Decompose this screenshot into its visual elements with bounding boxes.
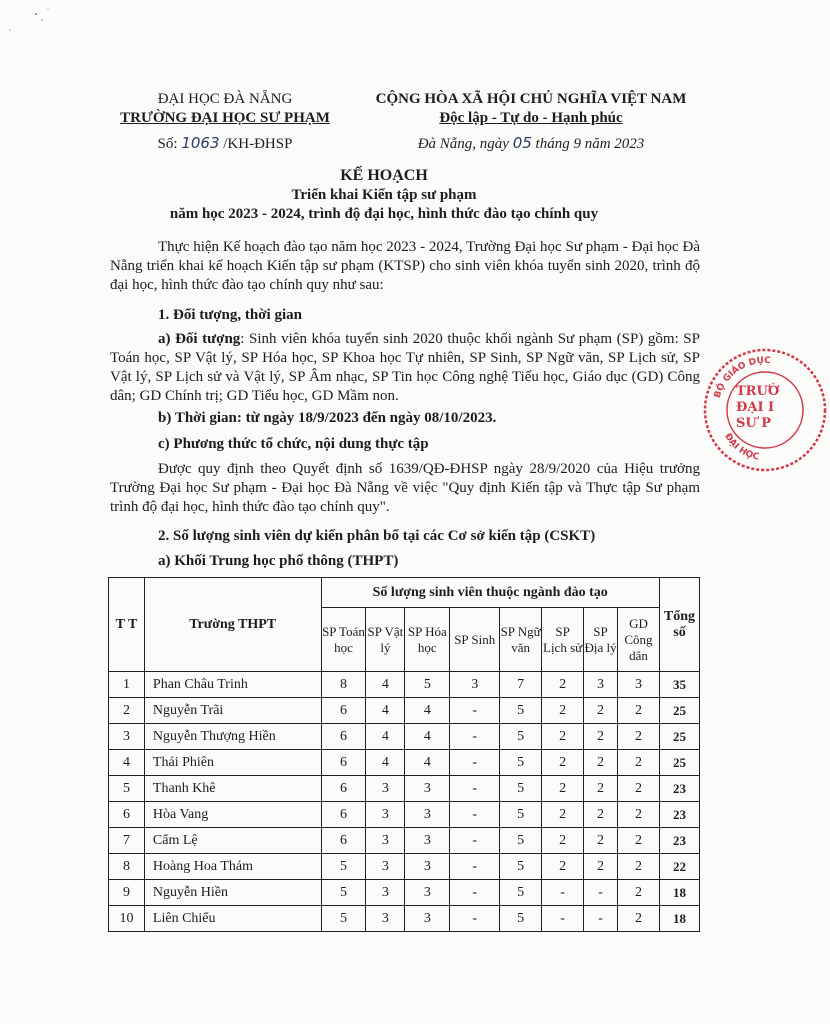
student-count-cell: 3 (366, 854, 405, 880)
date-suffix: tháng 9 năm 2023 (535, 136, 645, 152)
row-number-cell: 10 (109, 906, 145, 932)
student-count-cell: 5 (500, 906, 542, 932)
section-1b-time: b) Thời gian: từ ngày 18/9/2023 đến ngày 08/10/2023. (158, 410, 497, 426)
row-total-cell: 23 (659, 776, 699, 802)
student-count-cell: - (542, 906, 584, 932)
row-total-cell: 22 (659, 854, 699, 880)
row-number-cell: 6 (109, 802, 145, 828)
table-row (109, 750, 700, 776)
student-count-cell: 2 (618, 906, 660, 932)
col-header-subject: SP Sinh (450, 608, 500, 672)
row-number-cell: 4 (109, 750, 145, 776)
student-count-cell: - (450, 906, 500, 932)
student-count-cell: 3 (405, 880, 450, 906)
student-count-cell: - (450, 698, 500, 724)
student-count-cell: 2 (542, 750, 584, 776)
student-count-cell: 6 (321, 750, 366, 776)
student-count-cell: - (450, 724, 500, 750)
student-count-cell: 5 (321, 880, 366, 906)
student-count-cell: 6 (321, 698, 366, 724)
row-total-cell: 23 (659, 828, 699, 854)
section-1-heading: 1. Đối tượng, thời gian (158, 307, 302, 323)
col-header-subject: GD Công dân (618, 608, 660, 672)
row-total-cell: 25 (659, 750, 699, 776)
col-header-subject: SP Vật lý (366, 608, 405, 672)
student-count-cell: 2 (584, 698, 618, 724)
student-count-cell: 3 (618, 672, 660, 698)
student-count-cell: 5 (405, 672, 450, 698)
row-number-cell: 1 (109, 672, 145, 698)
col-header-subject: SP Hóa học (405, 608, 450, 672)
nation-name: CỘNG HÒA XÃ HỘI CHỦ NGHĨA VIỆT NAM (375, 91, 687, 107)
student-count-cell: 7 (500, 672, 542, 698)
student-count-cell: 2 (584, 802, 618, 828)
col-header-total: Tổng số (659, 578, 699, 672)
title-sub-2: năm học 2023 - 2024, trình độ đại học, hình thức đào tạo chính quy (169, 206, 599, 222)
issuer-block (100, 90, 350, 154)
student-count-cell: 2 (584, 750, 618, 776)
table-row (109, 854, 700, 880)
student-count-cell: 2 (542, 776, 584, 802)
section-1c-paragraph: Được quy định theo Quyết định số 1639/QĐ-ĐHSP ngày 28/9/2020 của Hiệu trưởng Trường Đại học Sư phạm - Đại học Đà Nẵng về việc "Quy định Kiến tập và Thực tập Sư phạm trình độ đại học, hình thức đào tạo chính quy". (110, 461, 700, 515)
col-header-subject: SP Toán học (321, 608, 366, 672)
col-header-subject: SP Ngữ văn (500, 608, 542, 672)
student-count-cell: 5 (500, 802, 542, 828)
title-sub-1: Triển khai Kiến tập sư phạm (291, 187, 477, 203)
student-count-cell: 3 (366, 776, 405, 802)
student-count-cell: 2 (542, 802, 584, 828)
student-count-cell: 3 (366, 906, 405, 932)
section-1a-paragraph (110, 330, 700, 406)
col-header-subject: SP Lịch sử (542, 608, 584, 672)
official-seal (700, 345, 830, 475)
student-count-cell: 3 (584, 672, 618, 698)
school-name-cell: Thái Phiên (144, 750, 321, 776)
issuing-organization: TRƯỜNG ĐẠI HỌC SƯ PHẠM (120, 110, 330, 126)
intro-paragraph: Thực hiện Kế hoạch đào tạo năm học 2023 - 2024, Trường Đại học Sư phạm - Đại học Đà Nẵng triển khai kế hoạch Kiến tập sư phạm (KTSP) cho sinh viên khóa tuyển sinh 2020, trình độ đại học, hình thức đào tạo chính quy như sau: (110, 239, 700, 293)
student-count-cell: 8 (321, 672, 366, 698)
student-count-cell: 2 (618, 828, 660, 854)
issue-date (350, 134, 712, 154)
student-count-cell: 3 (405, 776, 450, 802)
student-count-cell: 5 (500, 776, 542, 802)
school-name-cell: Hòa Vang (144, 802, 321, 828)
table-row (109, 802, 700, 828)
student-count-cell: 4 (405, 698, 450, 724)
table-row (109, 828, 700, 854)
student-count-cell: - (584, 880, 618, 906)
student-count-cell: 2 (542, 698, 584, 724)
student-count-cell: 2 (584, 724, 618, 750)
student-count-cell: 2 (618, 880, 660, 906)
row-total-cell: 18 (659, 906, 699, 932)
student-count-cell: 2 (584, 828, 618, 854)
row-number-cell: 2 (109, 698, 145, 724)
student-count-cell: 4 (405, 750, 450, 776)
student-count-cell: 5 (321, 854, 366, 880)
student-count-cell: 4 (405, 724, 450, 750)
student-count-cell: - (450, 776, 500, 802)
table-row (109, 672, 700, 698)
student-count-cell: 5 (500, 698, 542, 724)
student-count-cell: 3 (366, 828, 405, 854)
seal-line-2: ĐẠI I (736, 400, 775, 415)
section-1a-text: : Sinh viên khóa tuyển sinh 2020 thuộc khối ngành Sư phạm (SP) gồm: SP Toán học, SP Vật lý, SP Hóa học, SP Khoa học Tự nhiên, SP Sinh, SP Ngữ văn, SP Lịch sử, SP Vật lý, SP Lịch sử và Vật lý, SP Âm nhạc, SP Tin học Công nghệ Tiểu học, Giáo dục (GD) Công dân; GD Chính trị; GD Tiểu học, GD Mầm non. (110, 331, 700, 404)
seal-text-bottom: ĐẠI HỌC (722, 431, 760, 463)
student-count-cell: 6 (321, 776, 366, 802)
national-header (350, 90, 712, 154)
title-main: KẾ HOẠCH (340, 167, 428, 184)
student-count-cell: - (450, 880, 500, 906)
student-count-cell: 3 (366, 802, 405, 828)
row-number-cell: 8 (109, 854, 145, 880)
student-count-cell: 2 (618, 854, 660, 880)
student-count-cell: 2 (618, 698, 660, 724)
document-number-suffix: /KH-ĐHSP (223, 136, 293, 152)
seal-text-top: BỘ GIÁO DỤC (712, 355, 771, 400)
student-count-cell: 3 (405, 854, 450, 880)
col-header-group: Số lượng sinh viên thuộc ngành đào tạo (321, 578, 659, 608)
row-number-cell: 3 (109, 724, 145, 750)
col-header-subject: SP Địa lý (584, 608, 618, 672)
student-count-cell: 4 (366, 698, 405, 724)
student-count-cell: 2 (542, 672, 584, 698)
document-number-line (100, 134, 350, 154)
student-count-cell: 6 (321, 802, 366, 828)
col-header-school: Trường THPT (144, 578, 321, 672)
student-count-cell: 2 (618, 802, 660, 828)
document-title (100, 165, 668, 224)
row-total-cell: 25 (659, 698, 699, 724)
school-name-cell: Nguyễn Hiền (144, 880, 321, 906)
document-number-handwritten: 1063 (181, 134, 220, 152)
row-number-cell: 5 (109, 776, 145, 802)
row-number-cell: 7 (109, 828, 145, 854)
table-row (109, 880, 700, 906)
student-count-cell: - (542, 880, 584, 906)
student-count-cell: 3 (450, 672, 500, 698)
student-count-cell: 5 (500, 724, 542, 750)
student-count-cell: 3 (405, 828, 450, 854)
student-count-cell: 2 (618, 724, 660, 750)
table-row (109, 906, 700, 932)
student-count-cell: 3 (405, 906, 450, 932)
allocation-table (108, 577, 700, 932)
student-count-cell: 2 (584, 854, 618, 880)
table-row (109, 724, 700, 750)
parent-organization: ĐẠI HỌC ĐÀ NẴNG (157, 91, 293, 107)
table-row (109, 698, 700, 724)
date-prefix: Đà Nẵng, ngày (417, 136, 509, 152)
school-name-cell: Nguyễn Thượng Hiền (144, 724, 321, 750)
section-1a-label: a) Đối tượng (158, 331, 241, 347)
school-name-cell: Phan Châu Trinh (144, 672, 321, 698)
school-name-cell: Hoàng Hoa Thám (144, 854, 321, 880)
section-2-heading: 2. Số lượng sinh viên dự kiến phân bổ tại các Cơ sở kiến tập (CSKT) (158, 528, 596, 544)
section-1c-heading: c) Phương thức tổ chức, nội dung thực tập (158, 436, 429, 452)
student-count-cell: 2 (618, 750, 660, 776)
student-count-cell: 6 (321, 724, 366, 750)
student-count-cell: 3 (366, 880, 405, 906)
student-count-cell: 5 (500, 828, 542, 854)
student-count-cell: 2 (584, 776, 618, 802)
student-count-cell: - (450, 828, 500, 854)
school-name-cell: Thanh Khê (144, 776, 321, 802)
student-count-cell: 2 (542, 724, 584, 750)
student-count-cell: 5 (500, 750, 542, 776)
student-count-cell: 5 (500, 880, 542, 906)
student-count-cell: 2 (618, 776, 660, 802)
row-total-cell: 23 (659, 802, 699, 828)
national-motto: Độc lập - Tự do - Hạnh phúc (439, 110, 623, 126)
student-count-cell: 4 (366, 672, 405, 698)
table-row (109, 776, 700, 802)
row-total-cell: 25 (659, 724, 699, 750)
date-day-handwritten: 05 (512, 134, 532, 152)
student-count-cell: 2 (542, 854, 584, 880)
student-count-cell: 5 (500, 854, 542, 880)
student-count-cell: 4 (366, 750, 405, 776)
student-count-cell: - (450, 802, 500, 828)
student-count-cell: 6 (321, 828, 366, 854)
student-count-cell: - (584, 906, 618, 932)
student-count-cell: 5 (321, 906, 366, 932)
student-count-cell: 3 (405, 802, 450, 828)
row-number-cell: 9 (109, 880, 145, 906)
col-header-tt: T T (109, 578, 145, 672)
student-count-cell: - (450, 750, 500, 776)
seal-line-1: TRƯỜ (736, 384, 780, 399)
seal-line-3: SƯ P (736, 416, 772, 431)
document-number-prefix: Số: (157, 136, 178, 152)
school-name-cell: Cẩm Lệ (144, 828, 321, 854)
section-2a-heading: a) Khối Trung học phổ thông (THPT) (158, 553, 399, 569)
row-total-cell: 18 (659, 880, 699, 906)
row-total-cell: 35 (659, 672, 699, 698)
scan-specks (0, 0, 60, 40)
student-count-cell: 4 (366, 724, 405, 750)
student-count-cell: - (450, 854, 500, 880)
school-name-cell: Liên Chiểu (144, 906, 321, 932)
student-count-cell: 2 (542, 828, 584, 854)
school-name-cell: Nguyễn Trãi (144, 698, 321, 724)
